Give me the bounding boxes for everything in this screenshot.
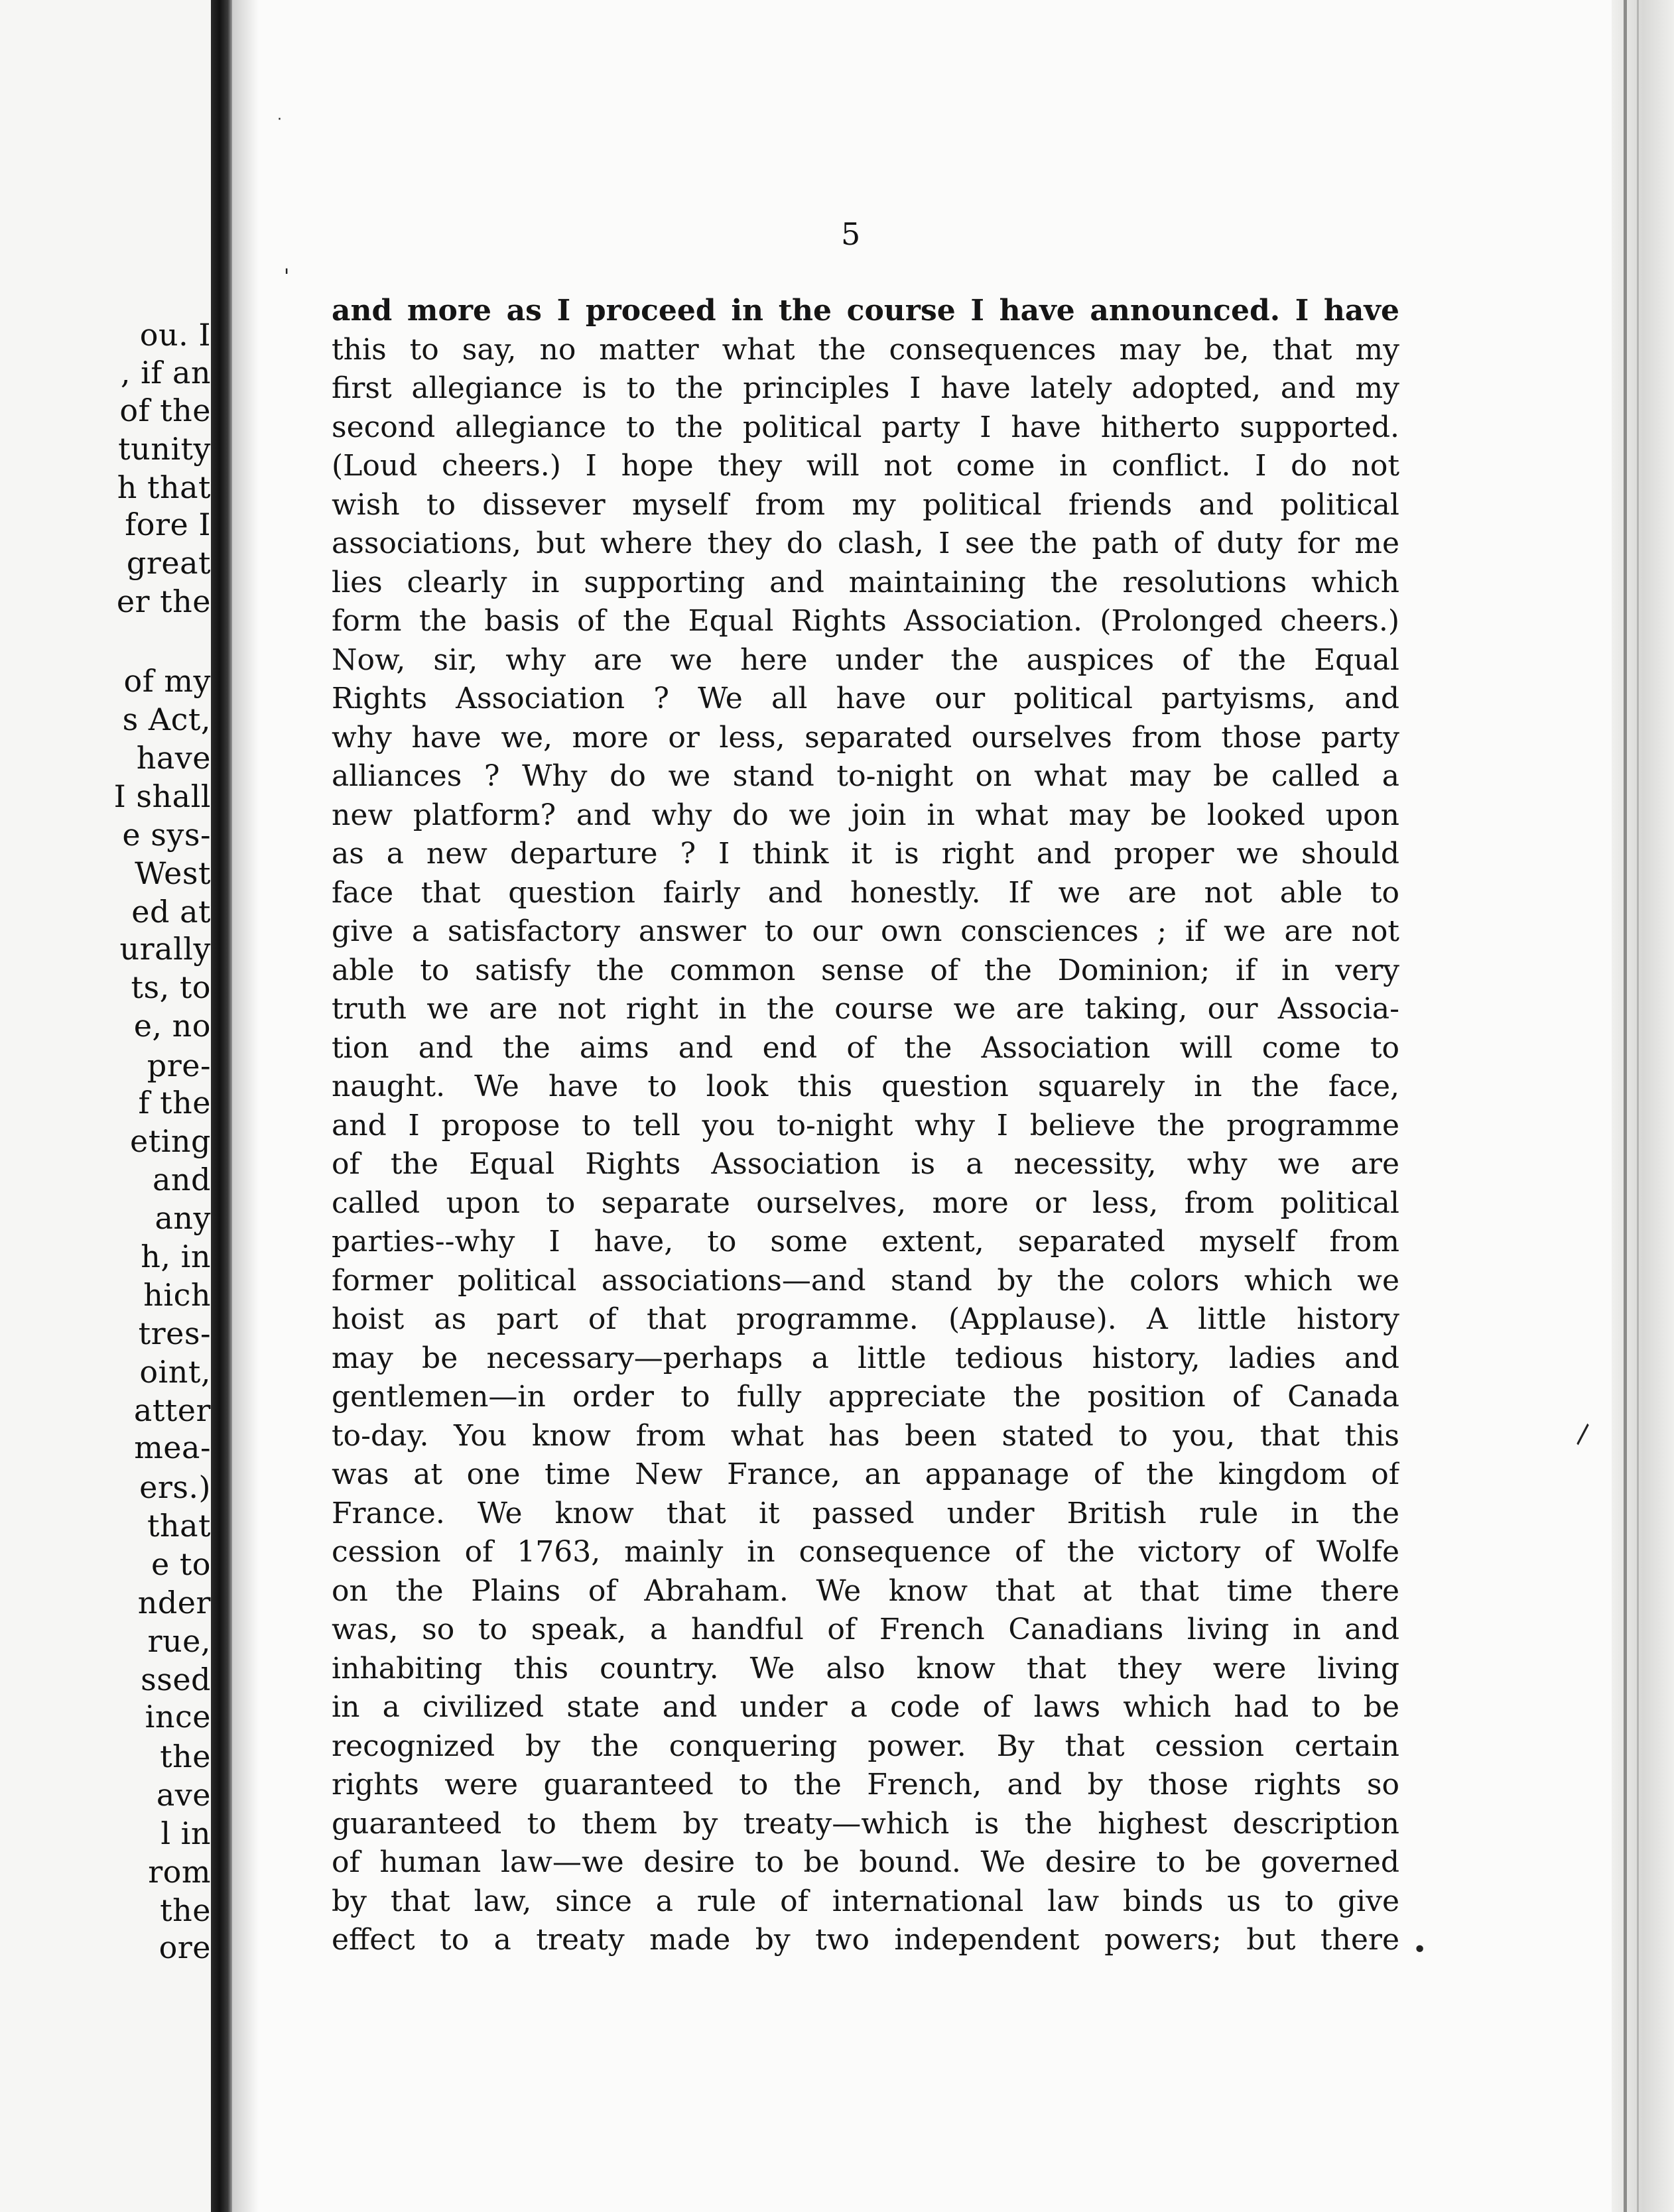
left-page-line: the <box>160 1739 211 1774</box>
body-text-line: naught. We have to look this question squarely in the face, <box>332 1070 1399 1103</box>
body-text-line: of the Equal Rights Association is a necessity, why we are <box>332 1147 1399 1181</box>
body-text-line: was, so to speak, a handful of French Canadians living in and <box>332 1613 1399 1646</box>
left-page-line: tunity <box>118 431 211 467</box>
body-text-line: new platform? and why do we join in what may be looked upon <box>332 798 1399 832</box>
left-page-line: of my <box>123 663 211 699</box>
body-text-line: lies clearly in supporting and maintaining the resolutions which <box>332 565 1399 599</box>
page-body-text <box>332 292 1399 1960</box>
page-edge <box>1612 0 1674 2212</box>
body-text-line: (Loud cheers.) I hope they will not come in conflict. I do not <box>332 449 1399 483</box>
page-edge-line <box>1624 0 1627 2212</box>
body-text-line: as a new departure ? I think it is right and proper we should <box>332 837 1399 871</box>
left-page-line: of the <box>119 393 211 428</box>
left-page-line: rue, <box>147 1623 211 1659</box>
left-page-line: any <box>155 1200 211 1236</box>
body-text-line: and more as I proceed in the course I have announced. I have <box>332 294 1399 328</box>
body-text-line: cession of 1763, mainly in consequence of the victory of Wolfe <box>332 1535 1399 1569</box>
body-text-line: this to say, no matter what the consequences may be, that my <box>332 332 1399 367</box>
body-text-line: former political associations—and stand by the colors which we <box>332 1263 1399 1298</box>
left-page-line: eting <box>130 1123 211 1159</box>
left-page-line: ssed <box>141 1662 211 1697</box>
body-text-line: in a civilized state and under a code of laws which had to be <box>332 1690 1399 1724</box>
body-text-line: of human law—we desire to be bound. We desire to be governed <box>332 1845 1399 1879</box>
body-text-line: wish to dissever myself from my political friends and political <box>332 487 1399 522</box>
left-page-line: hich <box>143 1277 211 1313</box>
speck-mark: \ <box>1569 1420 1597 1449</box>
page-number: 5 <box>841 216 861 252</box>
left-page-line: er the <box>116 584 211 619</box>
body-text-line: form the basis of the Equal Rights Association. (Prolonged cheers.) <box>332 604 1399 638</box>
left-page-line: that <box>147 1508 211 1544</box>
left-page-line: pre- <box>147 1048 211 1083</box>
left-page-line: I shall <box>113 778 211 814</box>
body-text-line: give a satisfactory answer to our own consciences ; if we are not <box>332 914 1399 948</box>
body-text-line: hoist as part of that programme. (Applause). A little history <box>332 1302 1399 1336</box>
speck-mark: • <box>1413 1936 1427 1963</box>
body-text-line: rights were guaranteed to the French, and by those rights so <box>332 1768 1399 1802</box>
left-page-line: urally <box>119 931 211 967</box>
page-edge-line-inner <box>1637 0 1639 2212</box>
body-text-line: Rights Association ? We all have our political partyisms, and <box>332 682 1399 715</box>
left-page-line: the <box>160 1892 211 1928</box>
left-page-line: tres- <box>138 1316 211 1351</box>
speck-mark: · <box>277 111 282 128</box>
body-text-line: to-day. You know from what has been stated to you, that this <box>332 1418 1399 1453</box>
body-text-line: first allegiance is to the principles I have lately adopted, and my <box>332 371 1399 405</box>
body-text-line: by that law, since a rule of international law binds us to give <box>332 1884 1399 1918</box>
body-text-line: truth we are not right in the course we are taking, our Associa- <box>332 992 1399 1026</box>
left-page-line: ts, to <box>131 969 211 1005</box>
left-page-line: West <box>135 855 211 891</box>
left-page-line: s Act, <box>122 702 211 737</box>
left-page-line: ers.) <box>139 1469 211 1505</box>
body-text-line: alliances ? Why do we stand to-night on what may be called a <box>332 759 1399 793</box>
body-text-line: recognized by the conquering power. By that cession certain <box>332 1729 1399 1763</box>
left-page-line: ince <box>145 1699 211 1735</box>
left-page-line: ou. I <box>139 317 211 353</box>
body-text-line: and I propose to tell you to-night why I believe the programme <box>332 1108 1399 1142</box>
left-page-line: ave <box>156 1777 211 1813</box>
body-text-line: France. We know that it passed under British rule in the <box>332 1496 1399 1530</box>
body-text-line: called upon to separate ourselves, more or less, from political <box>332 1186 1399 1220</box>
body-text-line: Now, sir, why are we here under the auspices of the Equal <box>332 643 1399 677</box>
body-text-line: associations, but where they do clash, I see the path of duty for me <box>332 526 1399 560</box>
body-text-line: parties--why I have, to some extent, separated myself from <box>332 1225 1399 1259</box>
left-page-line: great <box>126 545 211 581</box>
body-text-line: gentlemen—in order to fully appreciate the position of Canada <box>332 1380 1399 1414</box>
left-page-line: oint, <box>139 1354 211 1390</box>
left-page-line: , if an <box>120 355 211 391</box>
left-facing-page <box>0 0 211 2212</box>
body-text-line: inhabiting this country. We also know that they were living <box>332 1651 1399 1686</box>
left-page-line: rom <box>148 1854 211 1890</box>
left-page-line: l in <box>161 1815 211 1851</box>
body-text-line: why have we, more or less, separated ourselves from those party <box>332 720 1399 755</box>
body-text-line: able to satisfy the common sense of the Dominion; if in very <box>332 953 1399 987</box>
left-page-line: have <box>136 740 211 776</box>
left-page-line: atter <box>133 1392 211 1428</box>
body-text-line: guaranteed to them by treaty—which is the highest description <box>332 1806 1399 1841</box>
left-page-line: nder <box>137 1585 211 1621</box>
left-page-line: ore <box>159 1930 211 1965</box>
body-text-line: tion and the aims and end of the Association will come to <box>332 1030 1399 1065</box>
body-text-line: effect to a treaty made by two independent powers; but there <box>332 1923 1399 1957</box>
body-text-line: face that question fairly and honestly. If we are not able to <box>332 875 1399 910</box>
left-page-line: f the <box>138 1085 211 1121</box>
left-page-line: and <box>153 1162 211 1198</box>
left-page-line: e, no <box>133 1008 211 1044</box>
speck-mark: ' <box>284 265 290 288</box>
body-text-line: on the Plains of Abraham. We know that at that time there <box>332 1573 1399 1608</box>
body-text-line: second allegiance to the political party I have hitherto supported. <box>332 410 1399 444</box>
left-page-line: mea- <box>134 1430 211 1465</box>
body-text-line: may be necessary—perhaps a little tedious history, ladies and <box>332 1341 1399 1375</box>
left-page-line: fore I <box>125 507 211 542</box>
left-page-line: e to <box>151 1546 211 1582</box>
left-page-line: h that <box>117 469 211 505</box>
left-page-line: h, in <box>141 1239 211 1274</box>
gutter-shadow <box>232 0 259 2212</box>
book-gutter <box>211 0 232 2212</box>
left-page-line: e sys- <box>122 817 211 853</box>
body-text-line: was at one time New France, an appanage of the kingdom of <box>332 1457 1399 1491</box>
left-page-line: ed at <box>131 894 211 930</box>
